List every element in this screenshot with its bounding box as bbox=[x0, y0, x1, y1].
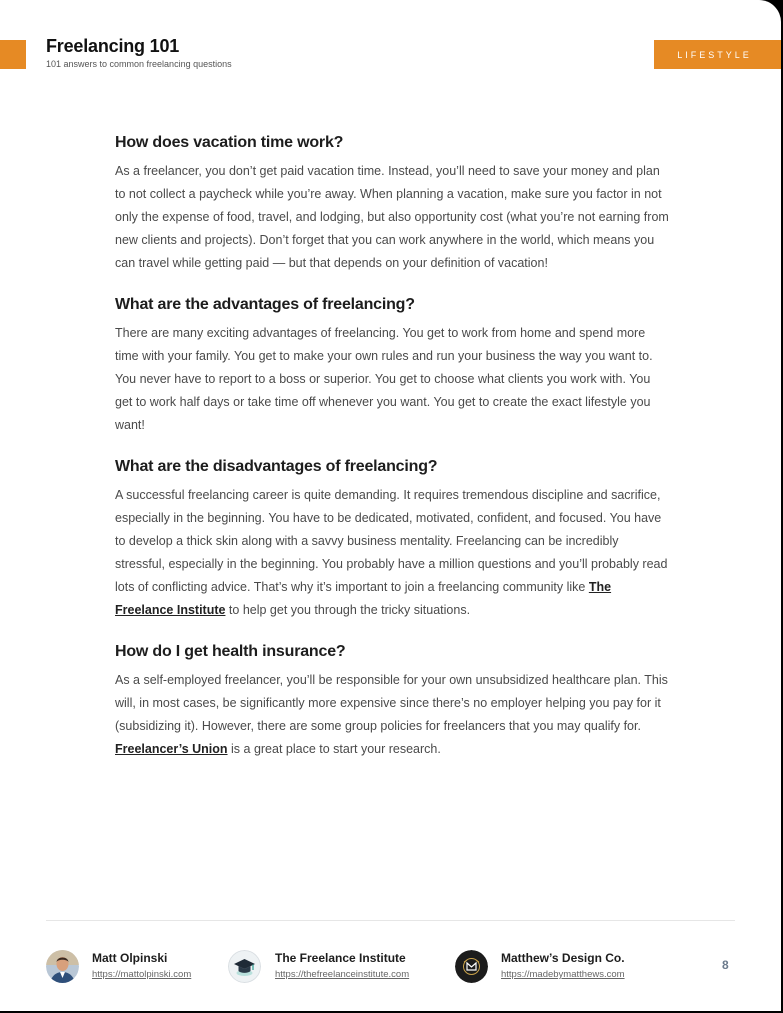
section-body: There are many exciting advantages of freelancing. You get to work from home and spend more time with your family. You get to make your own rules and run your business the way you want to. You never have to report to a boss or superior. You get to choose what clients you work with. You get to work half days or take time off whenever you want. You get to create the exact lifestyle you want! bbox=[115, 326, 653, 432]
section-vacation bbox=[115, 132, 671, 275]
category-tag: LIFESTYLE bbox=[654, 40, 781, 69]
design-co-logo bbox=[455, 950, 488, 983]
design-co-name: Matthew’s Design Co. bbox=[501, 951, 625, 965]
section-health-insurance bbox=[115, 641, 671, 761]
section-disadvantages bbox=[115, 456, 671, 622]
section-body: As a freelancer, you don’t get paid vacation time. Instead, you’ll need to save your money and plan to not collect a paycheck while you’re away. When planning a vacation, make sure you factor in not only the expense of food, travel, and lodging, but also opportunity cost (what you’re not earning from new clients and projects). Don’t forget that you can work anywhere in the world, which means you can travel while getting paid — but that depends on your definition of vacation! bbox=[115, 164, 669, 270]
section-body bbox=[115, 484, 671, 622]
freelancers-union-link[interactable]: Freelancer’s Union bbox=[115, 742, 228, 756]
author-name: Matt Olpinski bbox=[92, 951, 168, 965]
design-co-url-link[interactable]: https://madebymatthews.com bbox=[501, 969, 625, 980]
author-url-link[interactable]: https://mattolpinski.com bbox=[92, 969, 192, 980]
body-text: is a great place to start your research. bbox=[227, 742, 441, 756]
author-avatar bbox=[46, 950, 79, 983]
footer-divider bbox=[46, 920, 735, 921]
section-heading: What are the disadvantages of freelancing? bbox=[115, 458, 438, 475]
header-accent-tab bbox=[0, 40, 26, 69]
body-text: to help get you through the tricky situations. bbox=[225, 603, 471, 617]
page-number: 8 bbox=[722, 958, 729, 972]
document-title: Freelancing 101 bbox=[46, 36, 180, 56]
section-body bbox=[115, 669, 671, 761]
section-heading: How does vacation time work? bbox=[115, 134, 344, 151]
freelance-institute-link[interactable]: The Freelance Institute bbox=[115, 580, 612, 617]
body-text: As a self-employed freelancer, you’ll be responsible for your own unsubsidized healthcare plan. This will, in most cases, be significantly more expensive since there’s no employer helping you pay for it (subsidizing it). However, there are some group policies for freelancers that you may qualify for. bbox=[115, 673, 668, 733]
section-advantages bbox=[115, 294, 671, 437]
institute-url-link[interactable]: https://thefreelanceinstitute.com bbox=[275, 969, 410, 980]
section-heading: How do I get health insurance? bbox=[115, 643, 346, 660]
institute-name: The Freelance Institute bbox=[275, 951, 406, 965]
graduation-cap-icon bbox=[228, 950, 261, 983]
article-content bbox=[115, 132, 671, 780]
body-text: A successful freelancing career is quite demanding. It requires tremendous discipline and sacrifice, especially in the beginning. You have to be dedicated, motivated, confident, and focused. You have to develop a thick skin along with a savvy business mentality. Freelancing can be incredibly stressful, especially in the beginning. You probably have a million questions and you’ll probably read lots of conflicting advice. That’s why it’s important to join a freelancing community like bbox=[115, 488, 668, 594]
document-subtitle: 101 answers to common freelancing questions bbox=[46, 59, 232, 69]
section-heading: What are the advantages of freelancing? bbox=[115, 296, 415, 313]
